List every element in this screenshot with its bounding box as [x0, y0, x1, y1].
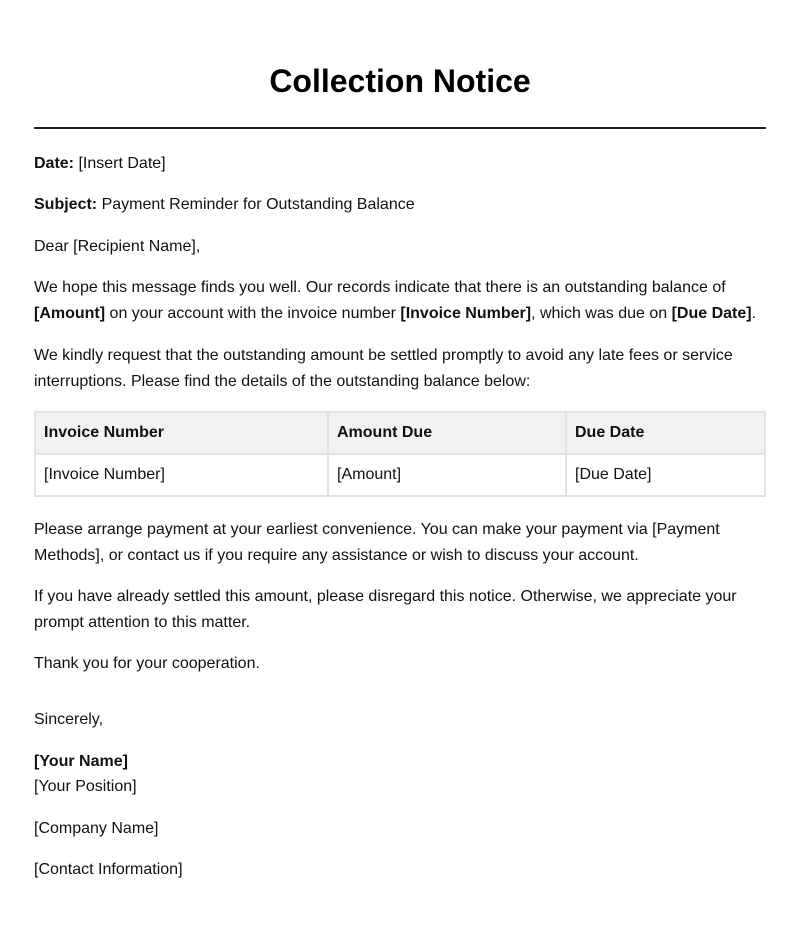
page-title: Collection Notice [269, 63, 531, 99]
thanks-line: Thank you for your cooperation. [34, 655, 260, 672]
title-divider [34, 127, 766, 129]
table-cell-invoice-number: [Invoice Number] [35, 454, 328, 496]
intro-text-3: , which was due on [531, 305, 672, 322]
due-date-placeholder: [Due Date] [671, 305, 752, 322]
disregard-paragraph: If you have already settled this amount, please disregard this notice. Otherwise, we appreciate your prompt attention to this matter. [34, 588, 737, 631]
table-header-invoice-number: Invoice Number [35, 412, 328, 454]
date-label: Date: [34, 155, 75, 172]
subject-line [34, 192, 766, 218]
request-paragraph: We kindly request that the outstanding amount be settled promptly to avoid any late fees or service interruptions. Please find the details of the outstanding balance below: [34, 347, 733, 390]
table-header-row [35, 412, 765, 454]
table-cell-due-date: [Due Date] [566, 454, 765, 496]
intro-text-4: . [751, 305, 757, 322]
table-cell-amount: [Amount] [328, 454, 566, 496]
amount-placeholder: [Amount] [34, 305, 106, 322]
signature-name: [Your Name] [34, 753, 128, 770]
signature-company: [Company Name] [34, 820, 159, 837]
greeting: Dear [Recipient Name], [34, 238, 201, 255]
balance-table [34, 411, 766, 497]
date-line [34, 151, 766, 177]
invoice-placeholder: [Invoice Number] [400, 305, 532, 322]
closing-line: Sincerely, [34, 711, 104, 728]
table-header-amount-due: Amount Due [328, 412, 566, 454]
table-header-due-date: Due Date [566, 412, 765, 454]
signature-contact: [Contact Information] [34, 861, 183, 878]
intro-text-1: We hope this message finds you well. Our records indicate that there is an outstanding balance of [34, 279, 726, 296]
intro-paragraph [34, 275, 766, 327]
payment-paragraph: Please arrange payment at your earliest convenience. You can make your payment via [Payment Methods], or contact us if you require any assistance or wish to discuss your account. [34, 521, 720, 564]
table-row [35, 454, 765, 496]
subject-value: Payment Reminder for Outstanding Balance [97, 196, 415, 213]
date-value: [Insert Date] [74, 155, 166, 172]
subject-label: Subject: [34, 196, 98, 213]
intro-text-2: on your account with the invoice number [105, 305, 401, 322]
signature-position: [Your Position] [34, 778, 137, 795]
